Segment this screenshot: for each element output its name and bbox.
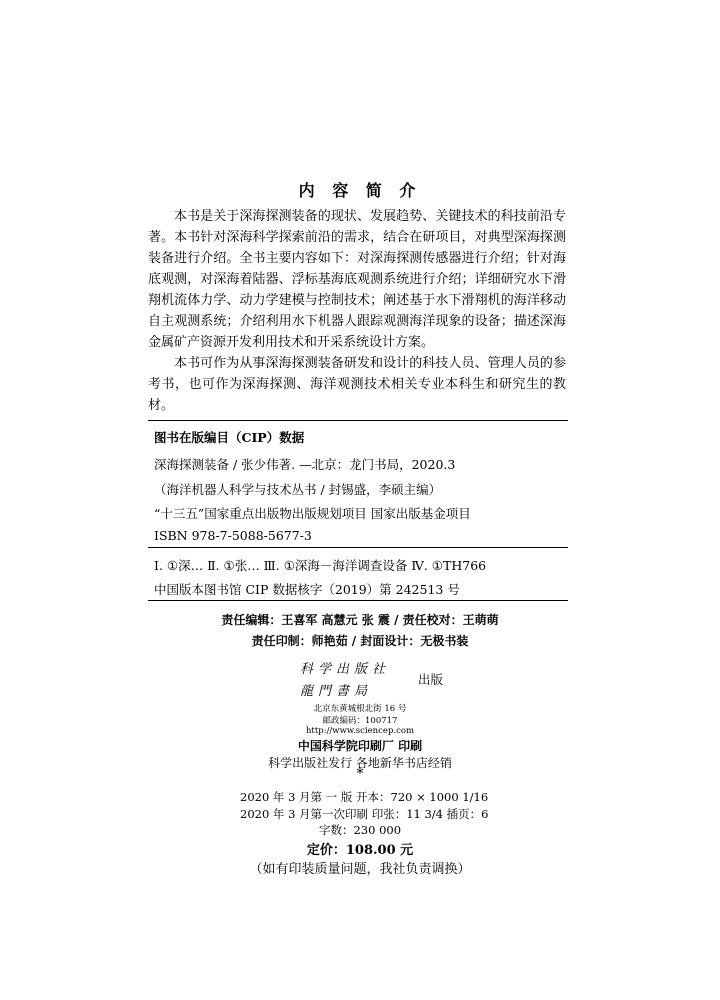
content-summary (148, 206, 566, 416)
price: 定价：108.00 元 (306, 843, 414, 858)
cip-classification: Ⅰ. ①深… Ⅱ. ①张… Ⅲ. ①深海－海洋调查设备 Ⅳ. ①TH766 (154, 558, 487, 573)
imprint-edition: 2020 年 3 月第 一 版 开本：720 × 1000 1/16 (240, 790, 489, 804)
cip-series-line: （海洋机器人科学与技术丛书 / 封锡盛，李硕主编） (154, 482, 442, 497)
publisher-suffix: 出版 (418, 672, 444, 687)
word-count: 字数：230 000 (318, 823, 402, 837)
summary-paragraph: 本书是关于深海探测装备的现状、发展趋势、关键技术的科技前沿专著。本书针对深海科学探索前沿的需求，结合在研项目，对典型深海探测装备进行介绍。全书主要内容如下：对深海探测传感器进行介绍；针对海底观测，对深海着陆器、浮标基海底观测系统进行介绍；详细研究水下滑翔机流体力学、动力学建模与控制技术；阐述基于水下滑翔机的海洋移动自主观测系统；介绍利用水下机器人跟踪观测海洋现象的设备；描述深海金属矿产资源开发利用技术和开采系统设计方案。 (148, 209, 566, 350)
publisher-name-longmen: 龍門書局 (300, 684, 373, 699)
divider-isbn (148, 547, 568, 548)
separator-star: * (356, 766, 364, 782)
distribution-line: 科学出版社发行 各地新华书店经销 (268, 756, 452, 770)
divider-top (148, 420, 568, 421)
cip-heading: 图书在版编目（CIP）数据 (154, 430, 305, 445)
editors-line: 责任编辑：王喜军 高慧元 张 震 / 责任校对：王萌萌 (221, 613, 499, 627)
publisher-postcode: 邮政编码：100717 (322, 716, 398, 726)
cip-title-line: 深海探测装备 / 张少伟著. —北京：龙门书局，2020.3 (154, 457, 456, 472)
publisher-url: http://www.sciencep.com (305, 726, 415, 736)
production-line: 责任印制：师艳茹 / 封面设计：无极书装 (251, 634, 469, 648)
divider-bottom (148, 600, 568, 601)
cip-isbn: ISBN 978-7-5088-5677-3 (154, 528, 312, 543)
quality-note: （如有印装质量问题，我社负责调换） (249, 862, 471, 877)
publisher-logo (300, 658, 450, 702)
printer-line: 中国科学院印刷厂 印刷 (297, 739, 423, 753)
cip-number: 中国版本图书馆 CIP 数据核字（2019）第 242513 号 (154, 582, 460, 597)
imprint-printing: 2020 年 3 月第一次印刷 印张：11 3/4 插页：6 (240, 807, 489, 821)
cip-project-line: “十三五”国家重点出版物出版规划项目 国家出版基金项目 (154, 506, 471, 521)
publisher-name-science: 科学出版社 (300, 662, 391, 677)
summary-paragraph: 本书可作为从事深海探测装备研发和设计的科技人员、管理人员的参考书，也可作为深海探测、海洋观测技术相关专业本科生和研究生的教材。 (148, 356, 566, 413)
publisher-address: 北京东黄城根北街 16 号 (313, 704, 407, 714)
page-title: 内 容 简 介 (298, 181, 422, 200)
